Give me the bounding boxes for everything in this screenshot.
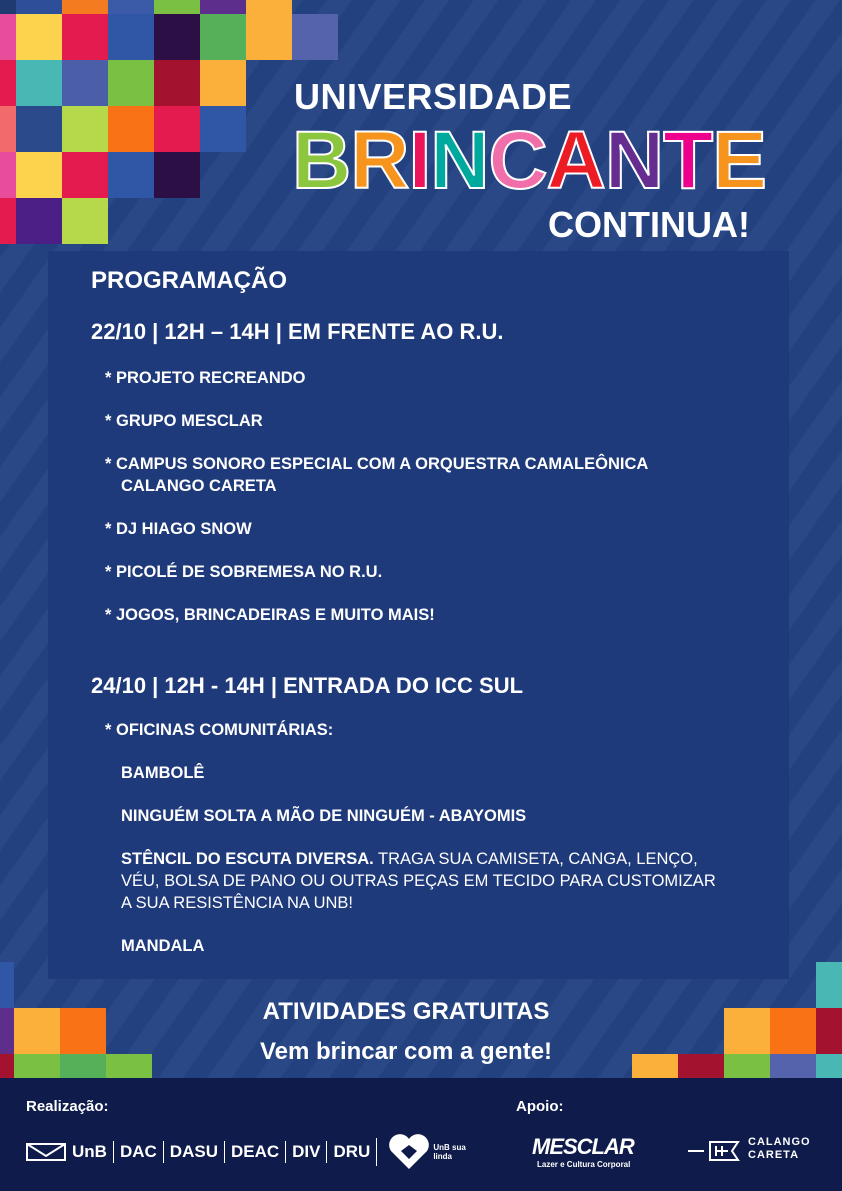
unb-logo-icon xyxy=(26,1142,66,1162)
mosaic-tile xyxy=(0,152,16,198)
brincante-letter: N xyxy=(430,115,489,206)
list-item: * PICOLÉ DE SOBREMESA NO R.U. xyxy=(105,563,383,581)
mosaic-tile xyxy=(62,0,108,14)
workshop-description-line: A SUA RESISTÊNCIA NA UNB! xyxy=(121,894,353,912)
mosaic-tile xyxy=(154,152,200,198)
mosaic-tile xyxy=(16,152,62,198)
mosaic-tile xyxy=(0,198,16,244)
title-universidade: UNIVERSIDADE xyxy=(294,76,573,117)
list-item: * GRUPO MESCLAR xyxy=(105,412,263,430)
mosaic-tile xyxy=(16,198,62,244)
workshop-item xyxy=(121,848,771,870)
mosaic-tile xyxy=(200,106,246,152)
mosaic-tile xyxy=(108,14,154,60)
mosaic-tile xyxy=(16,0,62,14)
mosaic-tile xyxy=(816,962,842,1008)
mosaic-tile xyxy=(154,60,200,106)
program-panel xyxy=(48,251,789,979)
mosaic-tile xyxy=(16,14,62,60)
workshop-item: MANDALA xyxy=(121,937,205,955)
mosaic-tile xyxy=(246,0,292,14)
mosaic-tile xyxy=(0,106,16,152)
mosaic-tile xyxy=(816,1008,842,1054)
mosaic-tile xyxy=(0,14,16,60)
mosaic-tile xyxy=(154,106,200,152)
mosaic-tile xyxy=(62,152,108,198)
brincante-letter: T xyxy=(663,115,713,206)
mosaic-tile xyxy=(154,0,200,14)
mosaic-tile xyxy=(62,106,108,152)
mosaic-tile xyxy=(154,14,200,60)
mosaic-tile xyxy=(0,60,16,106)
mosaic-tile xyxy=(16,60,62,106)
org-logo-dac: DAC xyxy=(119,1142,157,1161)
free-activities-text: ATIVIDADES GRATUITAS xyxy=(262,998,550,1025)
program-heading: PROGRAMAÇÃO xyxy=(91,267,287,294)
workshop-title: STÊNCIL DO ESCUTA DIVERSA. xyxy=(121,850,374,868)
list-item: * JOGOS, BRINCADEIRAS E MUITO MAIS! xyxy=(105,606,435,624)
mosaic-tile xyxy=(108,152,154,198)
brincante-letter: N xyxy=(604,115,664,206)
mosaic-tile xyxy=(62,14,108,60)
heart-logo-icon xyxy=(387,1133,431,1171)
calango-line2: CARETA xyxy=(748,1149,800,1161)
title-continua: CONTINUA! xyxy=(548,204,750,245)
calango-line1: CALANGO xyxy=(748,1136,811,1148)
list-item-continuation: CALANGO CARETA xyxy=(121,477,277,495)
list-item: * CAMPUS SONORO ESPECIAL COM A ORQUESTRA CAMALEÔNICA xyxy=(105,455,649,473)
mosaic-tile xyxy=(108,60,154,106)
invitation-text: Vem brincar com a gente! xyxy=(259,1038,553,1065)
list-item: * OFICINAS COMUNITÁRIAS: xyxy=(105,721,334,739)
workshop-item: NINGUÉM SOLTA A MÃO DE NINGUÉM - ABAYOMIS xyxy=(121,807,527,825)
brincante-letter: R xyxy=(350,115,409,206)
mosaic-tile xyxy=(108,106,154,152)
workshop-item: BAMBOLÊ xyxy=(121,764,205,782)
workshop-description: TRAGA SUA CAMISETA, CANGA, LENÇO, xyxy=(373,850,698,868)
day1-title: 22/10 | 12H – 14H | EM FRENTE AO R.U. xyxy=(91,319,504,344)
brincante-letter: E xyxy=(712,115,766,206)
mesclar-logo: MESCLAR xyxy=(532,1134,634,1159)
unb-linda-logo: UnB sua linda xyxy=(433,1143,466,1161)
mosaic-tile xyxy=(200,14,246,60)
title-brincante xyxy=(292,115,766,206)
day2-title: 24/10 | 12H - 14H | ENTRADA DO ICC SUL xyxy=(91,673,524,698)
realizacao-label: Realização: xyxy=(26,1098,109,1115)
calango-logo-icon xyxy=(686,1138,744,1164)
mosaic-tile xyxy=(16,106,62,152)
mosaic-tile xyxy=(200,60,246,106)
apoio-label: Apoio: xyxy=(516,1098,564,1115)
divider xyxy=(376,1138,377,1166)
org-logo-dru: DRU xyxy=(333,1142,371,1161)
mesclar-subtitle: Lazer e Cultura Corporal xyxy=(537,1160,631,1169)
org-logo-dasu: DASU xyxy=(169,1142,218,1161)
workshop-description-line: VÉU, BOLSA DE PANO OU OUTRAS PEÇAS EM TECIDO PARA CUSTOMIZAR xyxy=(121,872,716,890)
calango-logo-text xyxy=(748,1136,811,1162)
mosaic-tile xyxy=(62,198,108,244)
mosaic-tile xyxy=(200,0,246,14)
brincante-letter: B xyxy=(292,115,351,206)
mosaic-tile xyxy=(0,0,16,14)
org-logo-unb: UnB xyxy=(72,1142,107,1161)
org-logo-deac: DEAC xyxy=(230,1142,280,1161)
mosaic-tile xyxy=(246,14,292,60)
brincante-letter: I xyxy=(408,115,431,206)
brincante-letter: C xyxy=(488,115,547,206)
mosaic-tile xyxy=(108,0,154,14)
footer xyxy=(0,1078,842,1191)
mosaic-tile xyxy=(292,14,338,60)
organizer-logos xyxy=(26,1136,473,1168)
list-item: * PROJETO RECREANDO xyxy=(105,369,306,387)
mosaic-tile xyxy=(62,60,108,106)
org-logo-div: DIV xyxy=(292,1142,321,1161)
list-item: * DJ HIAGO SNOW xyxy=(105,520,252,538)
brincante-letter: A xyxy=(546,115,605,206)
